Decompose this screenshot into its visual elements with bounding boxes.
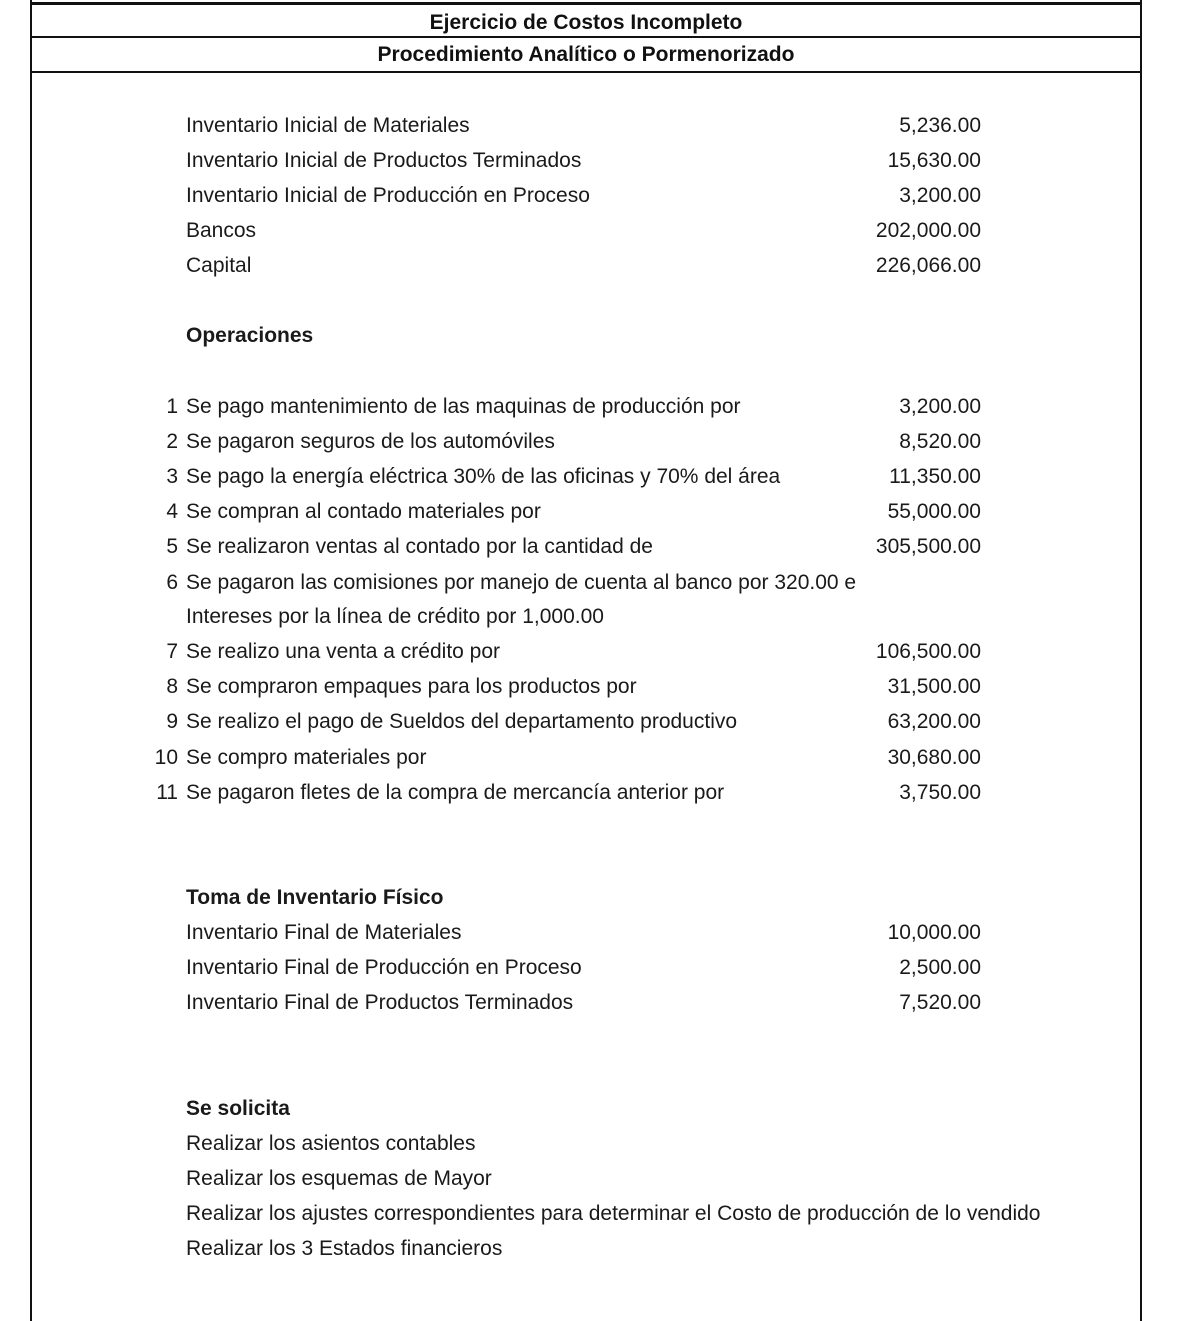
opening-amount: 15,630.00 <box>887 149 981 172</box>
opening-label: Bancos <box>186 219 257 242</box>
operation-text: Se pago mantenimiento de las maquinas de producción por <box>186 395 741 418</box>
operation-text: Se pagaron las comisiones por manejo de cuenta al banco por 320.00 e <box>186 571 857 594</box>
inventory-label: Inventario Final de Materiales <box>186 921 462 944</box>
operation-text: Se compran al contado materiales por <box>186 500 541 523</box>
sheet-subtitle: Procedimiento Analítico o Pormenorizado <box>30 38 1142 73</box>
inventory-label: Inventario Final de Productos Terminados <box>186 991 574 1014</box>
operation-amount: 11,350.00 <box>889 465 981 488</box>
opening-amount: 226,066.00 <box>875 254 981 277</box>
requested-heading: Se solicita <box>186 1097 290 1120</box>
opening-amount: 5,236.00 <box>899 114 981 137</box>
operation-text: Se pagaron fletes de la compra de mercancía anterior por <box>186 781 725 804</box>
operation-number: 9 <box>166 710 178 733</box>
requested-item: Realizar los asientos contables <box>186 1132 476 1155</box>
opening-label: Inventario Inicial de Producción en Proceso <box>186 184 590 207</box>
operation-amount: 106,500.00 <box>875 640 981 663</box>
requested-item: Realizar los esquemas de Mayor <box>186 1167 492 1190</box>
operation-text: Se pago la energía eléctrica 30% de las oficinas y 70% del área <box>186 465 781 488</box>
opening-label: Capital <box>186 254 252 277</box>
operation-text: Se compro materiales por <box>186 746 427 769</box>
operation-text: Se realizo una venta a crédito por <box>186 640 501 663</box>
operation-amount: 63,200.00 <box>887 710 981 733</box>
inventory-amount: 7,520.00 <box>899 991 981 1014</box>
operation-amount: 305,500.00 <box>875 535 981 558</box>
operation-amount: 55,000.00 <box>887 500 981 523</box>
operation-number: 7 <box>166 640 178 663</box>
operation-number: 4 <box>166 500 178 523</box>
operation-number: 1 <box>166 395 178 418</box>
operation-amount: 31,500.00 <box>887 675 981 698</box>
opening-label: Inventario Inicial de Materiales <box>186 114 470 137</box>
operation-text-continuation: Intereses por la línea de crédito por 1,000.00 <box>186 605 604 628</box>
operation-number: 11 <box>156 781 178 804</box>
operation-amount: 3,200.00 <box>899 395 981 418</box>
operation-amount: 3,750.00 <box>899 781 981 804</box>
operation-text: Se realizo el pago de Sueldos del departamento productivo <box>186 710 738 733</box>
operation-number: 8 <box>166 675 178 698</box>
operations-heading: Operaciones <box>186 324 314 347</box>
operation-text: Se compraron empaques para los productos por <box>186 675 637 698</box>
operation-amount: 8,520.00 <box>899 430 981 453</box>
inventory-amount: 2,500.00 <box>899 956 981 979</box>
opening-amount: 202,000.00 <box>875 219 981 242</box>
operation-text: Se pagaron seguros de los automóviles <box>186 430 555 453</box>
inventory-heading: Toma de Inventario Físico <box>186 886 444 909</box>
opening-label: Inventario Inicial de Productos Terminados <box>186 149 582 172</box>
operation-number: 3 <box>166 465 178 488</box>
sheet-title: Ejercicio de Costos Incompleto <box>30 2 1142 38</box>
operation-number: 10 <box>154 746 178 769</box>
requested-item: Realizar los ajustes correspondientes para determinar el Costo de producción de lo vendido <box>186 1202 1041 1225</box>
opening-amount: 3,200.00 <box>899 184 981 207</box>
operation-number: 5 <box>166 535 178 558</box>
requested-item: Realizar los 3 Estados financieros <box>186 1237 503 1260</box>
operation-number: 2 <box>166 430 178 453</box>
operation-text: Se realizaron ventas al contado por la cantidad de <box>186 535 653 558</box>
operation-number: 6 <box>166 571 178 594</box>
operation-amount: 30,680.00 <box>887 746 981 769</box>
inventory-amount: 10,000.00 <box>887 921 981 944</box>
inventory-label: Inventario Final de Producción en Proceso <box>186 956 582 979</box>
